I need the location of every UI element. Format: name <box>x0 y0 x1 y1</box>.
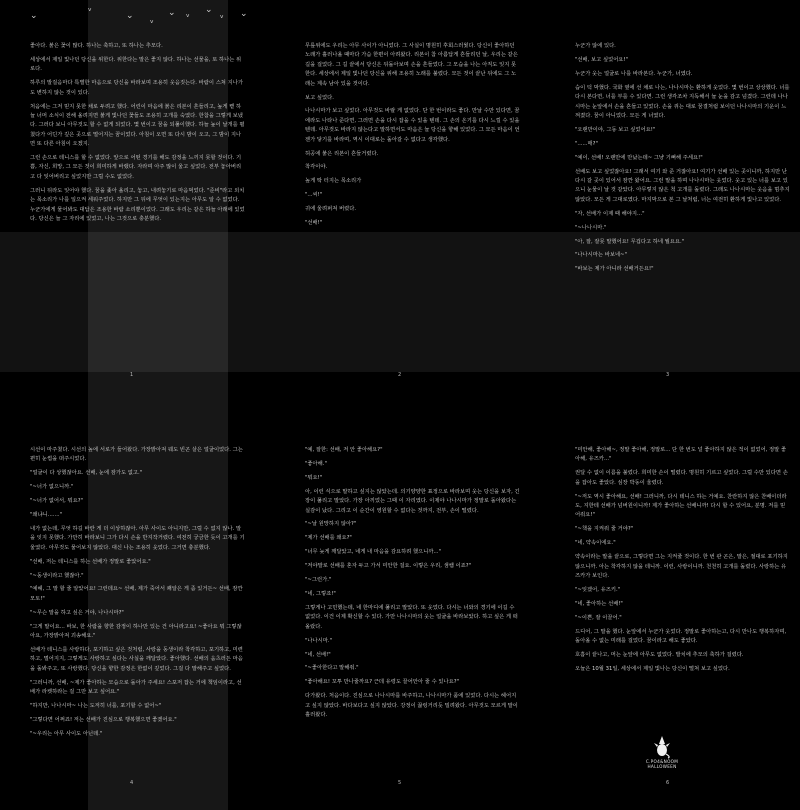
paragraph: 습이 턱 막혔다. 국화 옆에 선 채로 나는, 나나시마는 환하게 웃었다. 몇 번이고 상상했다. 너를 다시 본다면, 너를 부를 수 있다면. 그런 생각조차 지독해서 늘 눈을 감고 넘겼다. 그런데 나나시마는 눈앞에서 손을 흔들고 있었다. 손을 쥐는 대로 꿈결처럼 보이던 나나시마의 기운이 느껴졌다. 꿈이 아니었다. 모든 게 너였다. <box>575 84 792 119</box>
halloween-logo <box>622 735 702 769</box>
paragraph: "그게 말이요... 바보, 한 사람을 향한 감정이 하나만 있는 건 아니라고요! ~좋아요 뭐 그렇잖아요, 가장밝아져 괴송해요." <box>30 623 242 640</box>
page-1-text <box>30 42 245 362</box>
paragraph: "예헤, 그 말 할 줄 알았어요! 그런데요~ 선배, 제가 죽어서 쾌알은 게 좀 있거든~ 선배, 잠깐 모토!" <box>30 586 245 602</box>
paragraph: "~동생이라고 했잖아." <box>30 572 84 579</box>
paragraph: "제가 선배를 왜요?" <box>305 535 352 542</box>
paragraph: "오랜만이야, 그동 보고 싶었어요!" <box>575 126 656 133</box>
flying-bird-icon: ⌄ <box>168 8 176 18</box>
paragraph: "뭐요!" <box>305 474 323 481</box>
paragraph: "바보는 제가 아니라 선배거든요!" <box>575 266 654 273</box>
paragraph: "너무 늦게 깨달았고, 네게 내 마음을 감요하려 했으니까..." <box>305 549 441 556</box>
flying-bird-icon: ⌄ <box>126 11 134 21</box>
witch-cat-icon <box>651 735 673 759</box>
flying-bird-icon: ᵛ <box>150 19 154 29</box>
paragraph: "~날 원망하지 않아?" <box>305 521 357 528</box>
paragraph: "하지만, 나나시마~ 나는 도저히 너를, 포기할 수 없어~" <box>30 703 162 710</box>
paragraph: 그러니 뒤라도 잊어야 했다. 꿈을 좇아 올리고, 놓고, 내려놓기로 마음먹었다. "준비"라고 외치는 목소리가 나를 일으켜 세워주었다. 하지만 그 뒤에 무엇이 있는지는 아무도 알 수 없었다. 누군가에게 물어봐도 대답은 조용한 바람 소리뿐이었다. 그래도 우리는 같은 하늘 아래에 있었다. 당신은 늘 그 자리에 있었고, 나는 그것으로 충분했다. <box>30 187 245 222</box>
paragraph: "나나시마는 바보네~" <box>575 252 627 259</box>
page-number: 3 <box>666 372 670 378</box>
paragraph: "그렇다면 어쩌죠! 저는 선배가 진심으로 행복했으면 좋겠어요." <box>30 716 177 723</box>
paragraph: "~그런가." <box>305 577 332 584</box>
paragraph: 나나시마가 보고 싶었다. 아무것도 바랄 게 없었다. 단 한 번이라도 좋다. 만날 수만 있다면, 꿈에라도 나타나 준다면, 그러면 손을 다시 잡을 수 있을 텐데. 그 손의 온기를 다시 느낄 수 있을 텐데. 아무것도 바라지 않는다고 말하면서도 마음은 늘 당신을 향해 있었다. 그 모든 마음이 언젠가 닿기를 바라며, 역시 이대로는 돌아갈 수 없다고 생각했다. <box>305 108 522 143</box>
paragraph: "~잊겠어, 유즈키." <box>575 586 621 593</box>
paragraph: "좋아해요! 꼬투 만나줄까요? 근데 유령도 끌어안아 줄 수 있나요?" <box>305 679 460 686</box>
paragraph: "~무슨 말을 하고 싶은 거야, 나나시마?" <box>30 609 124 616</box>
paragraph: 권달 수 없이 이름을 불렀다. 희미한 손이 떨렸다. 명원히 기르고 싶었다. 그럴 수만 있다면 손을 잡아도 좋았다. 심장 박동이 울렸다. <box>575 470 788 486</box>
paragraph: 선배가 테니스를 사랑하다, 포기하고 싶은 것처럼, 사랑을 동생이라 착각하고, 포기하고, 미련하고, 멀어지지, 그렇게도 사랑하고 싶다는 사실을 깨달았다. 좋아했다. 선배의 움츠러든 마음을 돌봐주고, 또 사랑했다. 당신을 향한 감정은 한없이 깊었다. 그걸 다 말해주고 싶었다. <box>30 647 243 672</box>
flying-bird-icon: ᵛ <box>220 14 224 24</box>
page-number: 2 <box>398 372 402 378</box>
paragraph: "~우리는 아무 사이도 아닌데." <box>30 730 103 737</box>
paragraph: "좋아해." <box>305 460 327 467</box>
paragraph: "얼굴이 다 상했잖아요. 선배, 눈에 잠가도 없고." <box>30 470 143 477</box>
paragraph: 좋아다. 붉은 꽃이 많다. 하나는 축하고, 또 하나는 추모다. <box>30 43 163 49</box>
paragraph: "왜냐니......." <box>30 512 63 519</box>
page-6-text <box>575 446 790 731</box>
page-number: 1 <box>130 372 134 378</box>
paragraph: 약속이라는 말을 끝으로, 그렇다면 그는 지켜줄 것이다. 한 번 관 곤은, 말은, 절대로 포기하지 않으니까. 아는 착각하지 않을 테니까. 이런, 사랑이니까. 천천히 고개를 돌렸다. 사랑하는 유즈카가 보인다. <box>575 554 790 579</box>
paragraph: 보고 싶었다. <box>305 94 334 101</box>
paragraph: "네, 선배!" <box>305 651 331 658</box>
paragraph: "아, 잘, 잘못 말했어요! 무겁다고 하네 뭘요요." <box>575 238 685 245</box>
paragraph: 시선이 마주쳤다. 시선의 높에 서로가 들어왔다. 가장밝아져 웨도 빈곤 살은 얼굴이었다. 그는 편히 눈썹을 떠주시었다. <box>30 447 245 463</box>
page-2-text <box>305 42 520 362</box>
paragraph: "...씨!" <box>305 192 323 199</box>
paragraph: 드디어, 그 말을 했다. 눈앞에서 누군가 웃었다. 정말로 좋아하는고, 다시 만나도 행복하자며, 돌아올 수 없는 미래를 걸었다. 꿈이라고 해도 좋았다. <box>575 628 788 644</box>
paragraph: "미안해, 좋아해~, 정말 좋아해, 정말로... 단 한 번도 널 좋아하지 않은 적이 없었어, 정말 좋아해, 유즈카..." <box>575 447 787 463</box>
paragraph: "~너가 없으니까." <box>30 484 74 491</box>
paragraph: 하루의 발걸음마다 특별한 마음으로 당신을 바라보며 조용히 웃음짓는다. 바람이 스쳐 지나가도 변하지 않는 것이 있다. <box>30 80 243 96</box>
flying-bird-icon: ᵛ <box>88 7 92 17</box>
paragraph: 다가왔다. 처음이다. 진심으로 나나시마를 바주하고, 나나시마가 품에 있었다. 다시는 헤어지고 싶지 않았다. 바다보다고 싶지 않았다. 강정이 끓렁거리듯 밀려왔다. 아무것도 모르게 말이 흘러왔다. <box>305 693 520 719</box>
page-5-text <box>305 446 520 776</box>
logo-line-1: C.PO4&NOOM <box>645 759 679 764</box>
paragraph: "네, 약속이에요." <box>575 540 616 547</box>
flying-bird-icon: ⌄ <box>205 5 213 15</box>
paragraph: "자, 선배가 이제 때 해야지..." <box>575 210 645 217</box>
flying-bird-icon: ᵛ <box>186 13 190 23</box>
paragraph: 착각이야. <box>305 164 328 171</box>
page-number: 6 <box>666 780 670 786</box>
page-4-text <box>30 446 245 776</box>
flying-bird-icon: ⌄ <box>30 11 38 21</box>
page-number: 5 <box>398 780 402 786</box>
paragraph: "네, 좋아하는 선배!" <box>575 600 623 607</box>
paragraph: "저야말로 선배를 혼자 두고 가서 미안한 걸요. 이렇은 우리, 샘쌤 이죠?" <box>305 563 472 570</box>
paragraph: "~책을 지켜줘 줄 거야?" <box>575 526 634 533</box>
paragraph: 그렇게나 고민했는데, 네 한마디에 풀리고 말았다. 또 웃었다. 다시는 너와의 경기에 이길 수 없었다. 이건 이제 확신할 수 있다. 가만 나나시마의 웃는 얼굴을 바라보았다. 하고 싶은 게 떠올랐다. <box>305 604 518 630</box>
paragraph: "예, 잘한: 선배, 저 안 좋아해요?" <box>305 447 383 453</box>
paragraph: 아, 이런 식으로 말하고 싶지는 않았는데. 의기양양한 표정으로 바라보며 웃는 당신을 보자, 긴장이 풀리고 말았다. 가장 아끼었는 그때 이 자리였다. 이제야 나나시마가 정말로 돌아왔다는 실감이 났다. 그리고 이 순간이 영원할 수 없다는 것까지, 전부, 손이 떨렸다. <box>305 488 520 514</box>
paragraph: "~이쁜, 잘 이끌어." <box>575 614 622 621</box>
flying-bird-icon: ⌄ <box>240 9 248 19</box>
paragraph: "예이, 선배! 오랜만에 만났는데~ 그냥 기뻐해 주세요!" <box>575 154 703 161</box>
paragraph: 무릎위에도 우리는 아무 사이가 아니었다. 그 사실이 명원히 후회스러웠다. 당신이 좋아하던 노래가 흘러나올 때마다 가슴 한편이 아려왔다. 리본이 참 아름답게 흔들리던 날, 우리는 같은 길을 걸었다. 그 길 끝에서 당신은 뒤돌아보며 손을 흔들었다. 그 모습을 나는 아직도 잊지 못한다. 세상에서 제일 빛나던 당신을 위해 조용히 노래를 불렀다. 모든 것이 끝난 뒤에도 그 노래는 계속 남아 있을 것이다. <box>305 43 520 87</box>
paragraph: 귀에 울려퍼져 버렸다. <box>305 206 357 213</box>
paragraph: 누군가 웃는 얼굴로 나를 바라본다. 누군가, 너였다. <box>575 70 693 77</box>
paragraph: 그런 손으로 테니스를 할 수 없었다. 앞으로 어떤 경기를 해도 감정을 느끼지 못할 것이다. 기쁨, 자신, 희망, 그 모든 것이 희미하게 바랬다. 자라며 아주 많이 울고 싶었다. 전부 놓아버리고 다 잊어버리고 싶었지만 그럴 수도 없었다. <box>30 155 242 180</box>
paragraph: "선배, 저는 테니스를 하는 선배가 정말로 좋았어요." <box>30 558 151 565</box>
logo-line-2: HALLOWEEN <box>647 764 677 770</box>
paragraph: 세상에서 제일 빛나던 당신을 위한다. 위한다는 말은 좋지 않다. 하나는 선물을, 또 하나는 위로다. <box>30 56 242 73</box>
paragraph: "네, 그렇죠!" <box>305 590 336 597</box>
paragraph: "......매?" <box>575 140 598 147</box>
paragraph: 허공에 붉은 리본이 흔들거렸다. <box>305 150 379 157</box>
paragraph: 누군가 않에 있다. <box>575 43 616 49</box>
paragraph: "그러니까, 선배, ~제가 좋아하는 모습으로 돌아가 주세요! 스포저 잡는 거에 책임이라고, 선배가 라켓하라는 걸 그만 보고 싶어요." <box>30 679 242 696</box>
paragraph: 높게 딱 터지는 목소리가 <box>305 178 362 185</box>
paragraph: 오늘은 10월 31일, 세상에서 제일 빛나는 당신이 떨쳐 보고 싶었다. <box>575 665 730 672</box>
paragraph: "~저도 역시 좋아해요, 선배! 그러니까, 다시 테니스 하는 거예요. 찬란하지 않은 찬배이더라도, 지한테 선배가 넘버원이니까! 제가 좋아하는 선배니까! 다시 할 수 있어요, 분명. 저를 믿어줘요!" <box>575 493 787 519</box>
paragraph: "~너가 없어서, 뭐요?" <box>30 498 83 505</box>
paragraph: "선배, 보고 싶었어요!" <box>575 56 628 63</box>
paragraph: "~나나시마." <box>575 224 607 231</box>
page-number: 4 <box>130 780 134 786</box>
paragraph: 호흡이 끝나고, 머는 눈앞에 아무도 없었다. 발치에 추모의 축하가 걸렸다. <box>575 651 744 658</box>
paragraph: 처음에는 그저 믿지 못한 채로 두려고 했다. 어린이 마음에 붉은 리본이 흔들리고, 높게 뻗 하늘 너머 소식이 전해 올려지면 붉게 빛나던 꽃들도 조용히 고개를 숙였다. 한참을 그렇게 보냈다. 그러다 보니 아무것도 할 수 없게 되었다. 몇 번이고 꿈을 되풀이했다. 하늘 높이 날개를 펼쳤다가 어딘가 깊은 곳으로 떨어지는 꿈이었다. 아침이 오면 또 다시 밤이 오고, 그 밤이 지나면 또 다른 아침이 오겠지. <box>30 103 245 148</box>
paragraph: "~좋아한다고 말해줘." <box>305 665 359 672</box>
paragraph: "나나시마." <box>305 637 333 644</box>
paragraph: 선배도 보고 싶었잖아요! 그래서 여기 와 준 거잖아요! 여기가 선배 있는 곳이니까, 하지만 난 다시 갈 곳이 있어서 잠깐 왔어요. 그런 말을 하며 나나시마는 웃었다. 웃고 있는 너를 보고 있으니 눈물이 날 것 같았다. 아무렇지 않은 척 고개를 돌렸다. 그래도 나나시마는 웃음을 멈추지 않았다. 모든 게 그대로였다. 마지막으로 본 그 날처럼, 너는 여전히 환하게 빛나고 있었다. <box>575 168 792 203</box>
paragraph: "선배!" <box>305 220 323 227</box>
paragraph: 내가 없는데, 무엇 하길 바란 게 더 이상하잖아. 아무 사이도 아니지만, 그럴 수 없지 않나. 말을 잇지 못했다. 가만히 바라보니 그가 다시 손을 반지작거렸다. 여전히 궁금한 듯이 고개를 기울였다. 아무것도 물어보지 않았다. 대신 나는 조용히 웃었다. 그거면 충분했다. <box>30 525 245 551</box>
page-3-text <box>575 42 790 362</box>
